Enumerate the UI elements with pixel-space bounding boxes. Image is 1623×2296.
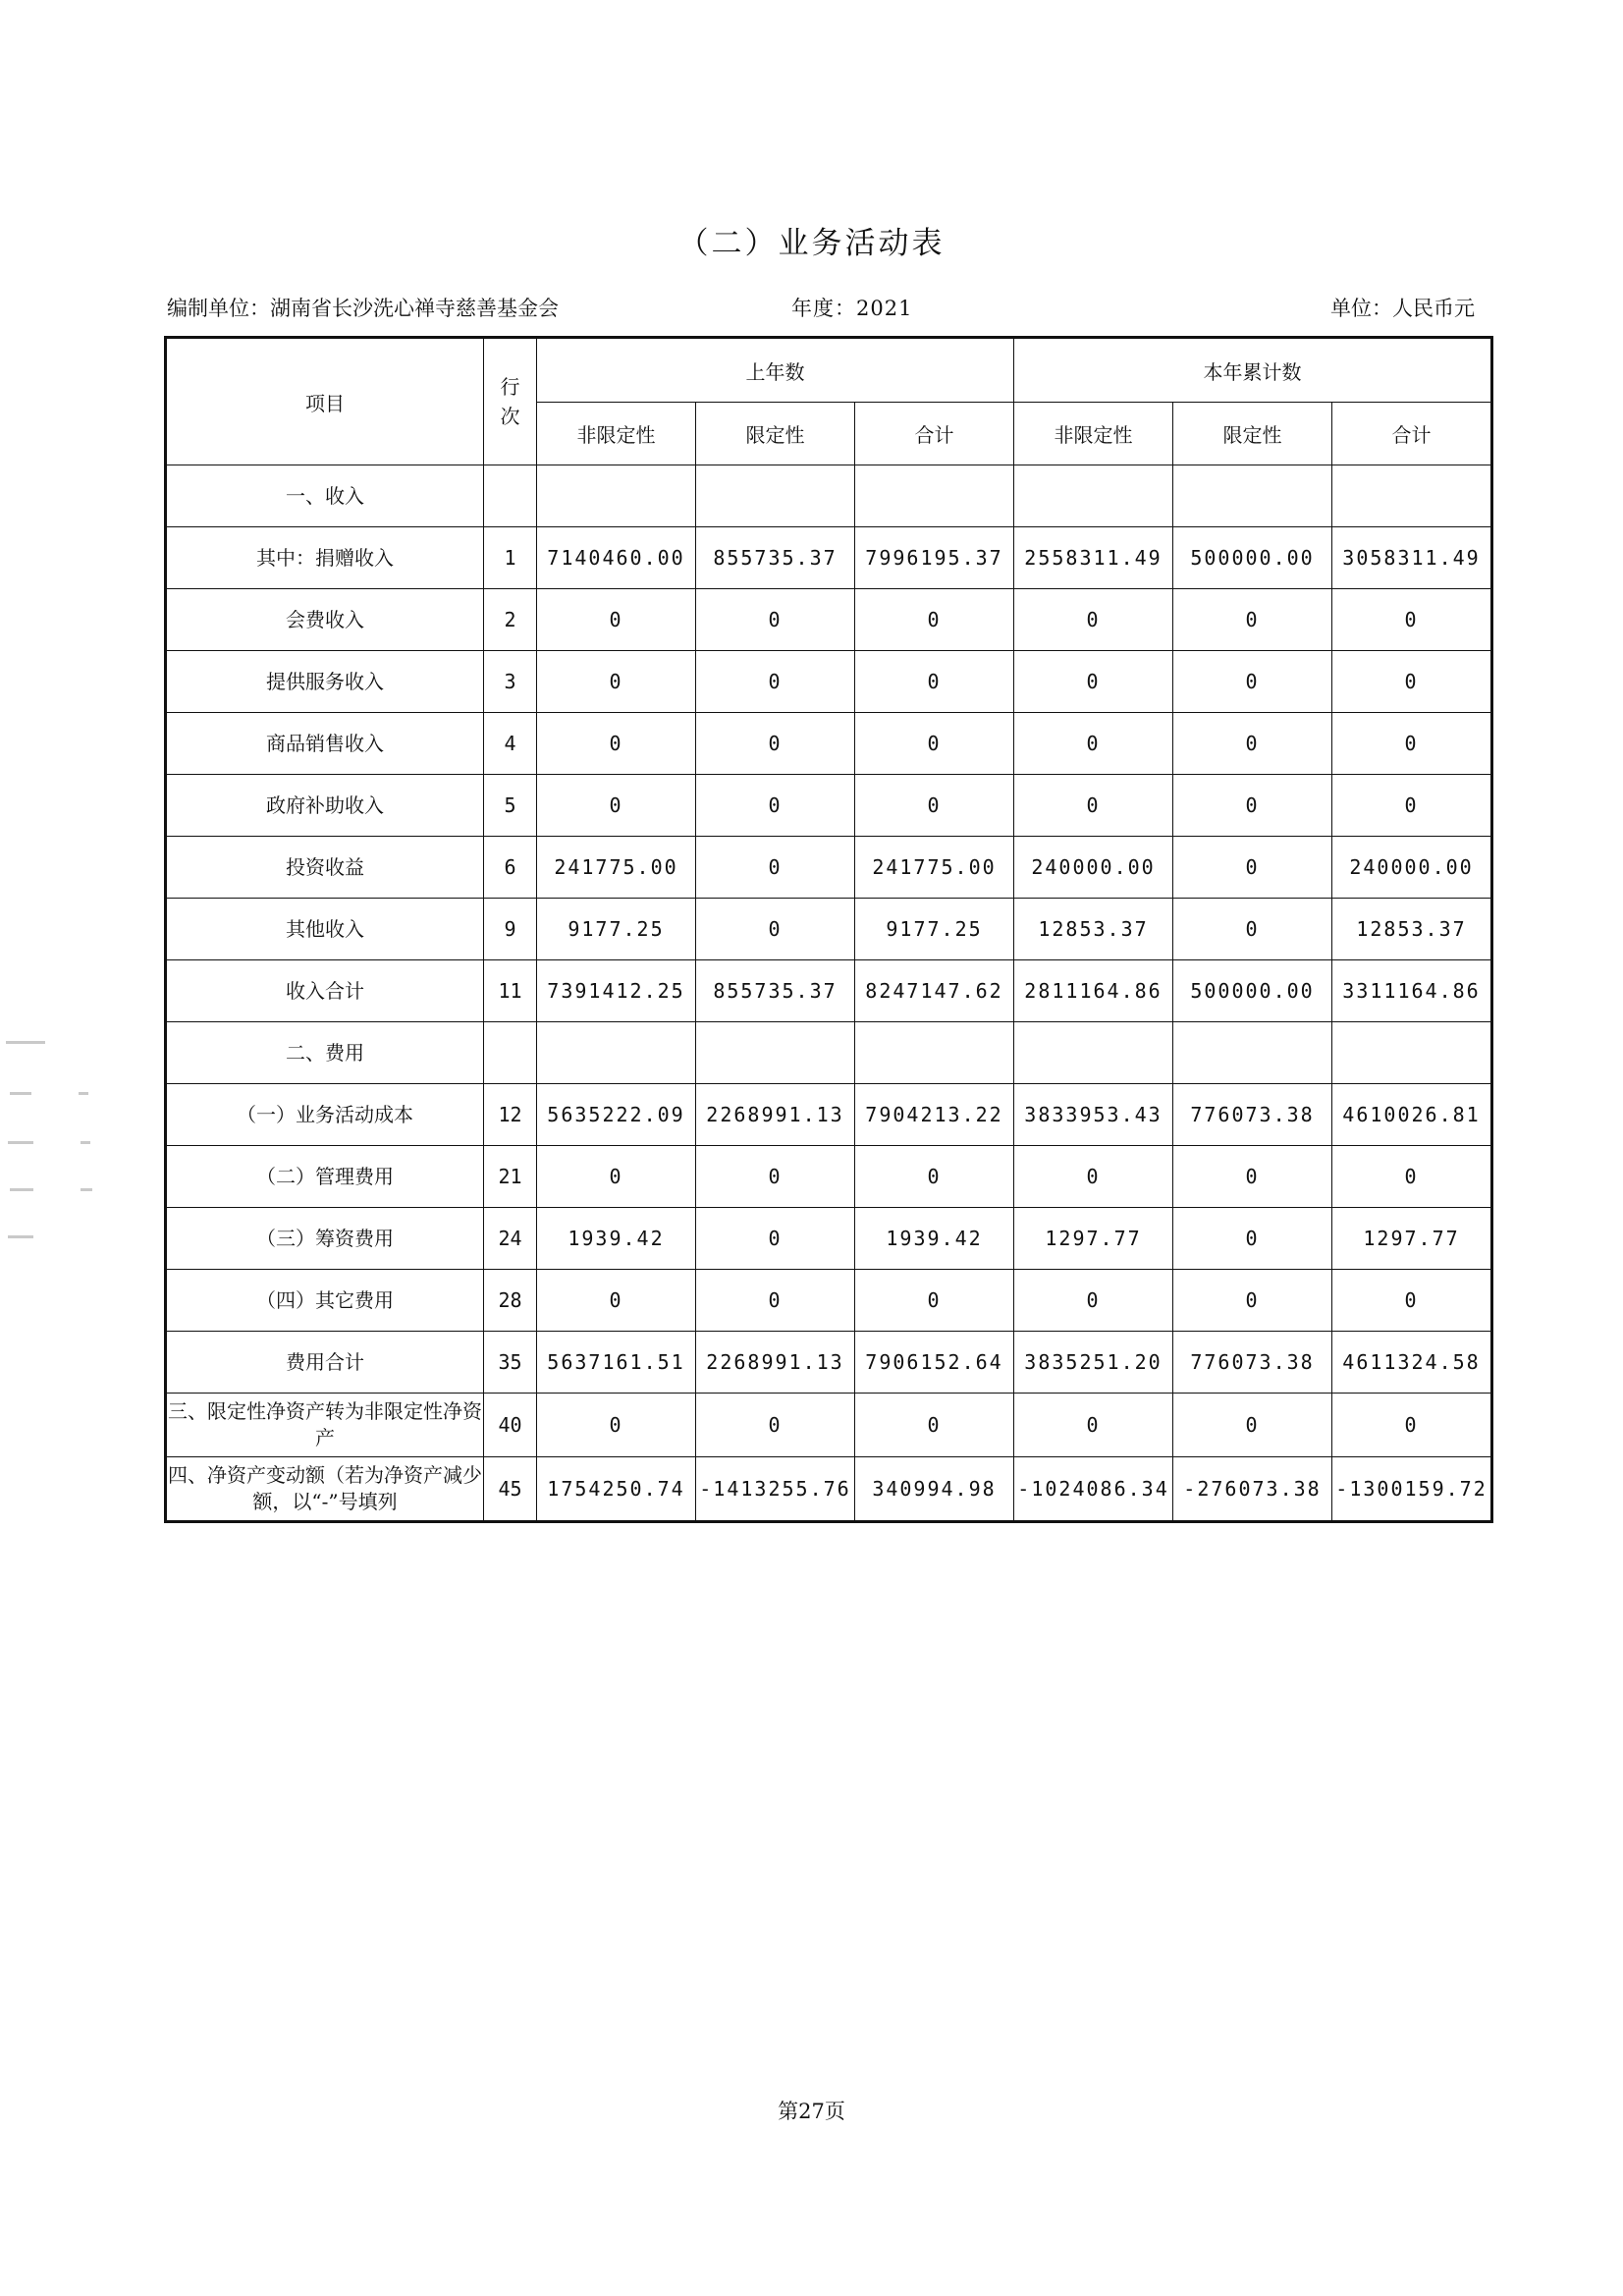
header-curr-total: 合计 xyxy=(1332,403,1492,465)
value-cell: 0 xyxy=(696,1394,855,1457)
row-number: 24 xyxy=(484,1208,537,1270)
value-cell: 0 xyxy=(1332,1270,1492,1332)
value-cell: 0 xyxy=(1173,1270,1332,1332)
value-cell: 0 xyxy=(1173,1394,1332,1457)
value-cell: 7391412.25 xyxy=(537,960,696,1022)
value-cell: 0 xyxy=(696,1146,855,1208)
table-row xyxy=(166,1270,1492,1332)
value-cell: 0 xyxy=(1332,1146,1492,1208)
header-row-1 xyxy=(166,338,1492,403)
value-cell: 2811164.86 xyxy=(1014,960,1173,1022)
value-cell xyxy=(696,1022,855,1084)
value-cell: 0 xyxy=(1014,589,1173,651)
value-cell xyxy=(855,465,1014,527)
row-label: （二）管理费用 xyxy=(166,1146,484,1208)
value-cell: 776073.38 xyxy=(1173,1332,1332,1394)
value-cell: -276073.38 xyxy=(1173,1457,1332,1522)
table-row xyxy=(166,651,1492,713)
value-cell: 7996195.37 xyxy=(855,527,1014,589)
table-row xyxy=(166,1457,1492,1522)
table-row xyxy=(166,837,1492,899)
value-cell: 0 xyxy=(855,651,1014,713)
value-cell xyxy=(1014,465,1173,527)
header-row-no xyxy=(484,338,537,465)
table-row xyxy=(166,1084,1492,1146)
value-cell: 0 xyxy=(537,1270,696,1332)
value-cell: 340994.98 xyxy=(855,1457,1014,1522)
value-cell: 8247147.62 xyxy=(855,960,1014,1022)
row-number xyxy=(484,465,537,527)
value-cell: 0 xyxy=(1332,713,1492,775)
value-cell: 855735.37 xyxy=(696,960,855,1022)
row-label: （四）其它费用 xyxy=(166,1270,484,1332)
value-cell: 0 xyxy=(537,775,696,837)
value-cell: 5637161.51 xyxy=(537,1332,696,1394)
table-body xyxy=(166,465,1492,1522)
row-number: 9 xyxy=(484,899,537,960)
row-number xyxy=(484,1022,537,1084)
value-cell: 0 xyxy=(855,1270,1014,1332)
row-number: 40 xyxy=(484,1394,537,1457)
value-cell: -1413255.76 xyxy=(696,1457,855,1522)
value-cell: 0 xyxy=(1173,837,1332,899)
value-cell xyxy=(537,465,696,527)
value-cell: 0 xyxy=(1014,651,1173,713)
header-item: 项目 xyxy=(166,338,484,465)
header-curr-unrestricted: 非限定性 xyxy=(1014,403,1173,465)
value-cell: 855735.37 xyxy=(696,527,855,589)
value-cell: 0 xyxy=(855,775,1014,837)
value-cell: 0 xyxy=(696,713,855,775)
row-label: 提供服务收入 xyxy=(166,651,484,713)
value-cell: 0 xyxy=(1332,1394,1492,1457)
value-cell xyxy=(537,1022,696,1084)
value-cell: 3833953.43 xyxy=(1014,1084,1173,1146)
value-cell xyxy=(1332,465,1492,527)
row-label: 费用合计 xyxy=(166,1332,484,1394)
table-row xyxy=(166,1146,1492,1208)
value-cell: 1297.77 xyxy=(1014,1208,1173,1270)
row-label: 二、费用 xyxy=(166,1022,484,1084)
value-cell: 0 xyxy=(855,713,1014,775)
value-cell: 0 xyxy=(1014,1394,1173,1457)
row-number: 45 xyxy=(484,1457,537,1522)
value-cell: 3311164.86 xyxy=(1332,960,1492,1022)
value-cell: 0 xyxy=(696,1208,855,1270)
value-cell: 0 xyxy=(537,651,696,713)
value-cell: 0 xyxy=(696,837,855,899)
value-cell: 2558311.49 xyxy=(1014,527,1173,589)
value-cell: 3058311.49 xyxy=(1332,527,1492,589)
scan-artifact-marks xyxy=(0,1033,108,1269)
year-label: 年度：2021 xyxy=(791,297,913,320)
row-label: 投资收益 xyxy=(166,837,484,899)
page-title: （二）业务活动表 xyxy=(677,226,946,261)
value-cell xyxy=(696,465,855,527)
row-label: 其他收入 xyxy=(166,899,484,960)
value-cell: 2268991.13 xyxy=(696,1084,855,1146)
table-row xyxy=(166,527,1492,589)
value-cell: 1754250.74 xyxy=(537,1457,696,1522)
row-number: 4 xyxy=(484,713,537,775)
org-label: 编制单位：湖南省长沙洗心禅寺慈善基金会 xyxy=(167,297,559,320)
row-label: 四、净资产变动额（若为净资产减少额，以“-”号填列 xyxy=(166,1457,484,1522)
value-cell: 0 xyxy=(1014,775,1173,837)
value-cell: 5635222.09 xyxy=(537,1084,696,1146)
value-cell: 240000.00 xyxy=(1014,837,1173,899)
row-label: 会费收入 xyxy=(166,589,484,651)
table-row xyxy=(166,1208,1492,1270)
value-cell: -1300159.72 xyxy=(1332,1457,1492,1522)
value-cell: 12853.37 xyxy=(1014,899,1173,960)
value-cell: 0 xyxy=(537,589,696,651)
row-number: 11 xyxy=(484,960,537,1022)
row-label: 三、限定性净资产转为非限定性净资产 xyxy=(166,1394,484,1457)
value-cell: 0 xyxy=(696,775,855,837)
value-cell: 3835251.20 xyxy=(1014,1332,1173,1394)
table-row xyxy=(166,1332,1492,1394)
row-number: 6 xyxy=(484,837,537,899)
value-cell: 500000.00 xyxy=(1173,960,1332,1022)
value-cell: 0 xyxy=(537,713,696,775)
value-cell: 0 xyxy=(855,1146,1014,1208)
value-cell xyxy=(1173,1022,1332,1084)
table-row xyxy=(166,1022,1492,1084)
header-curr-restricted: 限定性 xyxy=(1173,403,1332,465)
value-cell: 4611324.58 xyxy=(1332,1332,1492,1394)
row-label: （一）业务活动成本 xyxy=(166,1084,484,1146)
value-cell: 0 xyxy=(696,899,855,960)
value-cell: 0 xyxy=(696,1270,855,1332)
value-cell: 0 xyxy=(1332,651,1492,713)
value-cell: 0 xyxy=(1014,1146,1173,1208)
value-cell: 1939.42 xyxy=(855,1208,1014,1270)
value-cell: 776073.38 xyxy=(1173,1084,1332,1146)
value-cell xyxy=(855,1022,1014,1084)
row-label: 商品销售收入 xyxy=(166,713,484,775)
value-cell: 0 xyxy=(1173,1208,1332,1270)
value-cell: 0 xyxy=(1332,589,1492,651)
value-cell: 0 xyxy=(537,1394,696,1457)
header-prev-year: 上年数 xyxy=(537,338,1014,403)
value-cell: 0 xyxy=(1014,713,1173,775)
value-cell: 0 xyxy=(1173,589,1332,651)
value-cell xyxy=(1173,465,1332,527)
value-cell: 4610026.81 xyxy=(1332,1084,1492,1146)
value-cell: -1024086.34 xyxy=(1014,1457,1173,1522)
value-cell xyxy=(1332,1022,1492,1084)
value-cell: 0 xyxy=(1173,651,1332,713)
value-cell: 0 xyxy=(1173,775,1332,837)
table-row xyxy=(166,589,1492,651)
value-cell: 7906152.64 xyxy=(855,1332,1014,1394)
value-cell: 7140460.00 xyxy=(537,527,696,589)
row-label: 一、收入 xyxy=(166,465,484,527)
unit-label: 单位：人民币元 xyxy=(1330,297,1475,320)
row-number: 3 xyxy=(484,651,537,713)
value-cell: 0 xyxy=(855,589,1014,651)
value-cell: 12853.37 xyxy=(1332,899,1492,960)
business-activity-table xyxy=(164,336,1493,1523)
table-row xyxy=(166,775,1492,837)
value-cell: 0 xyxy=(696,589,855,651)
value-cell: 9177.25 xyxy=(537,899,696,960)
value-cell: 9177.25 xyxy=(855,899,1014,960)
row-label: 收入合计 xyxy=(166,960,484,1022)
table-row xyxy=(166,1394,1492,1457)
header-prev-unrestricted: 非限定性 xyxy=(537,403,696,465)
row-number: 5 xyxy=(484,775,537,837)
row-number: 12 xyxy=(484,1084,537,1146)
row-number: 35 xyxy=(484,1332,537,1394)
value-cell: 0 xyxy=(537,1146,696,1208)
value-cell: 0 xyxy=(1014,1270,1173,1332)
row-number: 1 xyxy=(484,527,537,589)
value-cell: 0 xyxy=(1173,1146,1332,1208)
value-cell: 241775.00 xyxy=(855,837,1014,899)
table-row xyxy=(166,465,1492,527)
row-number: 28 xyxy=(484,1270,537,1332)
row-number: 2 xyxy=(484,589,537,651)
table-row xyxy=(166,960,1492,1022)
value-cell: 0 xyxy=(855,1394,1014,1457)
header-prev-restricted: 限定性 xyxy=(696,403,855,465)
value-cell: 0 xyxy=(1173,713,1332,775)
row-label: 其中：捐赠收入 xyxy=(166,527,484,589)
value-cell: 500000.00 xyxy=(1173,527,1332,589)
value-cell: 1297.77 xyxy=(1332,1208,1492,1270)
page-number: 第27页 xyxy=(778,2100,845,2123)
header-curr-year: 本年累计数 xyxy=(1014,338,1492,403)
value-cell: 0 xyxy=(696,651,855,713)
row-label: （三）筹资费用 xyxy=(166,1208,484,1270)
value-cell: 240000.00 xyxy=(1332,837,1492,899)
row-label: 政府补助收入 xyxy=(166,775,484,837)
table-row xyxy=(166,713,1492,775)
value-cell: 0 xyxy=(1173,899,1332,960)
value-cell: 0 xyxy=(1332,775,1492,837)
table-row xyxy=(166,899,1492,960)
value-cell: 7904213.22 xyxy=(855,1084,1014,1146)
value-cell xyxy=(1014,1022,1173,1084)
header-prev-total: 合计 xyxy=(855,403,1014,465)
header-row-no-text: 行次 xyxy=(500,375,520,428)
value-cell: 2268991.13 xyxy=(696,1332,855,1394)
row-number: 21 xyxy=(484,1146,537,1208)
value-cell: 241775.00 xyxy=(537,837,696,899)
value-cell: 1939.42 xyxy=(537,1208,696,1270)
